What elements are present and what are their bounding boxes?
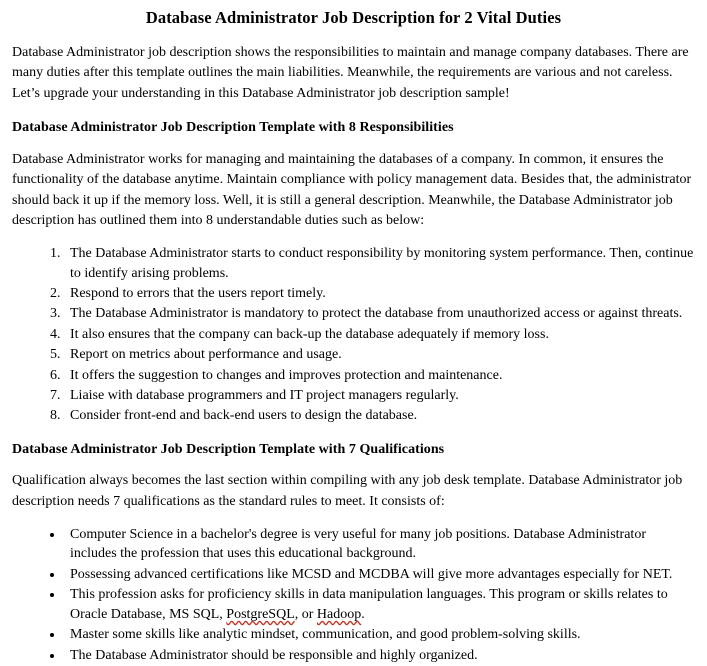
spellcheck-term: Hadoop xyxy=(316,607,362,623)
section-heading-qualifications: Database Administrator Job Description Template with 7 Qualifications xyxy=(12,442,445,458)
list-item: 6. It offers the suggestion to changes and improves protection and maintenance. xyxy=(64,366,695,386)
list-item: 8. Consider front-end and back-end users to design the database. xyxy=(64,406,695,426)
list-item: 2. Respond to errors that the users report timely. xyxy=(64,284,695,304)
intro-paragraph: Database Administrator job description shows the responsibilities to maintain and manage company databases. There are many duties after this template outlines the main liabilities. Meanwhile, the requirements are various and not careless. Let’s upgrade your understanding in this Database Administrator job description sample! xyxy=(12,44,689,101)
section-body-responsibilities: Database Administrator works for managing and maintaining the databases of a company. In common, it ensures the functionality of the database anytime. Maintain compliance with policy management data. Besides that, the administrator should back it up if the memory loss. Well, it is still a general description. Meanwhile, the Database Administrator job description has outlined them into 8 understandable duties such as below: xyxy=(12,151,692,229)
list-item: • Computer Science in a bachelor's degree is very useful for many job positions. Database Administrator includes the profession that uses this educational background. xyxy=(64,525,695,565)
section-body-qualifications: Qualification always becomes the last section within compiling with any job desk template. Database Administrator job description needs 7 qualifications as the standard rules to meet. It consists of: xyxy=(12,473,683,509)
qualifications-list xyxy=(12,525,695,666)
list-item: • The Database Administrator should be responsible and highly organized. xyxy=(64,646,695,666)
section-heading-responsibilities: Database Administrator Job Description Template with 8 Responsibilities xyxy=(12,120,454,136)
list-item: 7. Liaise with database programmers and IT project managers regularly. xyxy=(64,386,695,406)
list-item: • Master some skills like analytic mindset, communication, and good problem-solving skills. xyxy=(64,625,695,645)
page-title: Database Administrator Job Description for 2 Vital Duties xyxy=(145,8,562,27)
list-item: • Possessing advanced certifications like MCSD and MCDBA will give more advantages especially for NET. xyxy=(64,565,695,585)
list-item: 5. Report on metrics about performance and usage. xyxy=(64,345,695,365)
responsibilities-list xyxy=(12,244,695,426)
list-item: • This profession asks for proficiency skills in data manipulation languages. This program or skills relates to Oracle Database, MS SQL, PostgreSQL, or Hadoop. xyxy=(64,585,695,625)
list-item: 3. The Database Administrator is mandatory to protect the database from unauthorized access or against threats. xyxy=(64,304,695,324)
list-item: 1. The Database Administrator starts to conduct responsibility by monitoring system performance. Then, continue to identify arising problems. xyxy=(64,244,695,284)
list-item: 4. It also ensures that the company can back-up the database adequately if memory loss. xyxy=(64,325,695,345)
spellcheck-term: PostgreSQL xyxy=(226,607,295,623)
